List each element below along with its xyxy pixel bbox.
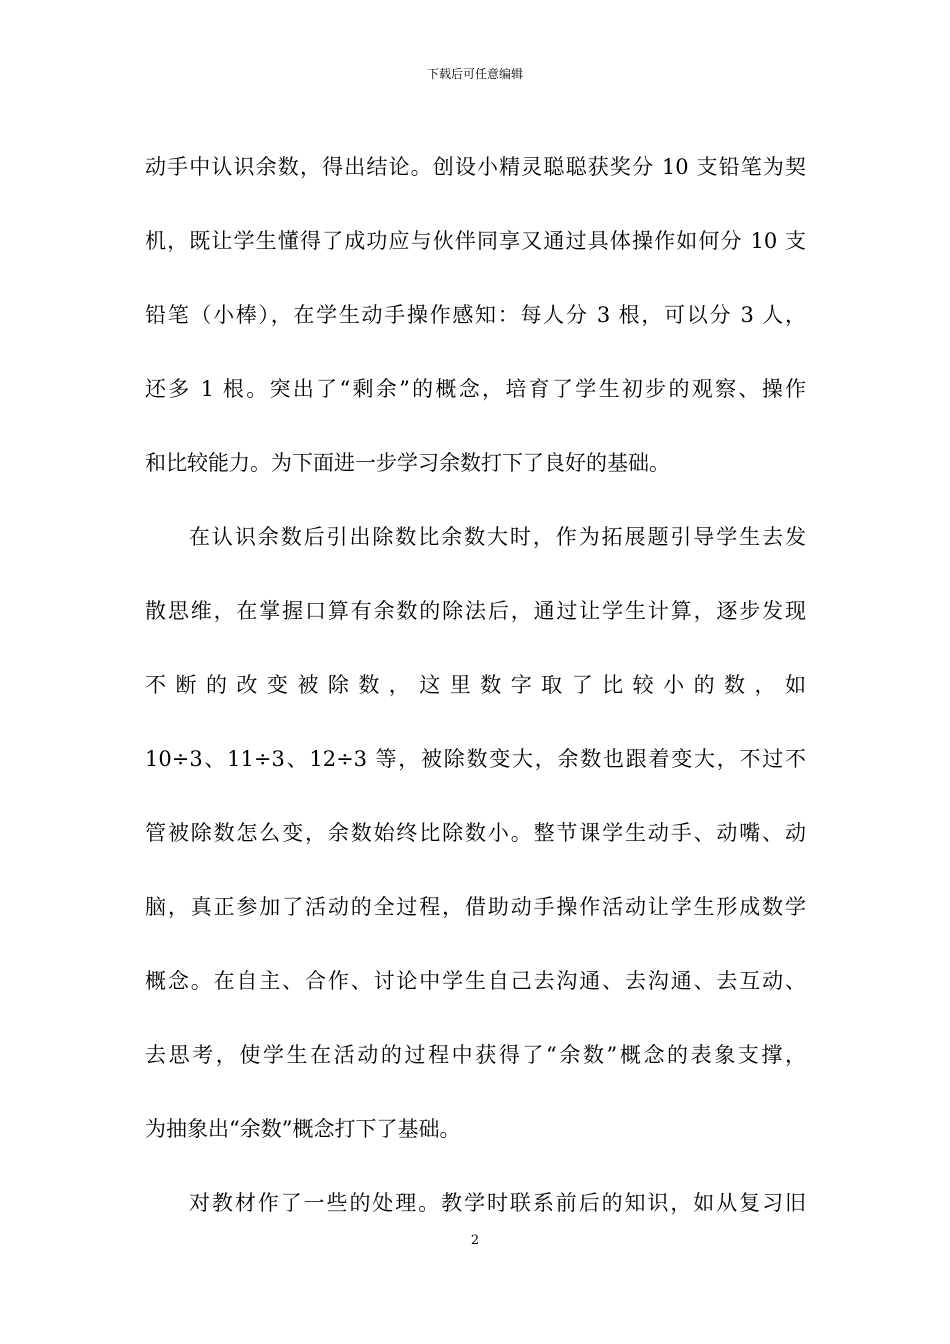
text-line: 和比较能力。为下面进一步学习余数打下了良好的基础。 [145, 451, 670, 475]
text-line: 10÷3、11÷3、12÷3 等，被除数变大，余数也跟着变大，不过不 [145, 747, 806, 771]
page-header: 下载后可任意编辑 [426, 67, 523, 81]
text-line: 还多 1 根。突出了“剩余”的概念，培育了学生初步的观察、操作 [145, 377, 806, 401]
text-line: 管被除数怎么变，余数始终比除数小。整节课学生动手、动嘴、动 [145, 821, 806, 845]
text-line: 脑，真正参加了活动的全过程，借助动手操作活动让学生形成数学 [145, 895, 806, 919]
text-line: 不 断 的 改 变 被 除 数 ， 这 里 数 字 取 了 比 较 小 的 数 ， 如 [145, 673, 806, 697]
paragraph-start-line: 在认识余数后引出除数比余数大时，作为拓展题引导学生去发 [189, 525, 806, 549]
text-line: 为抽象出“余数”概念打下了基础。 [145, 1117, 461, 1141]
text-line: 概念。在自主、合作、讨论中学生自己去沟通、去沟通、去互动、 [145, 969, 806, 993]
text-line: 去思考，使学生在活动的过程中获得了“余数”概念的表象支撑， [145, 1043, 806, 1067]
text-line: 动手中认识余数，得出结论。创设小精灵聪聪获奖分 10 支铅笔为契 [145, 155, 806, 179]
text-line: 机，既让学生懂得了成功应与伙伴同享又通过具体操作如何分 10 支 [145, 229, 806, 253]
page-number: 2 [470, 1233, 480, 1248]
text-line: 铅笔（小棒），在学生动手操作感知：每人分 3 根，可以分 3 人， [145, 303, 806, 327]
text-line: 散思维，在掌握口算有余数的除法后，通过让学生计算，逐步发现 [145, 599, 806, 623]
paragraph-start-line: 对教材作了一些的处理。教学时联系前后的知识，如从复习旧 [189, 1191, 806, 1215]
body-text [145, 130, 806, 1240]
